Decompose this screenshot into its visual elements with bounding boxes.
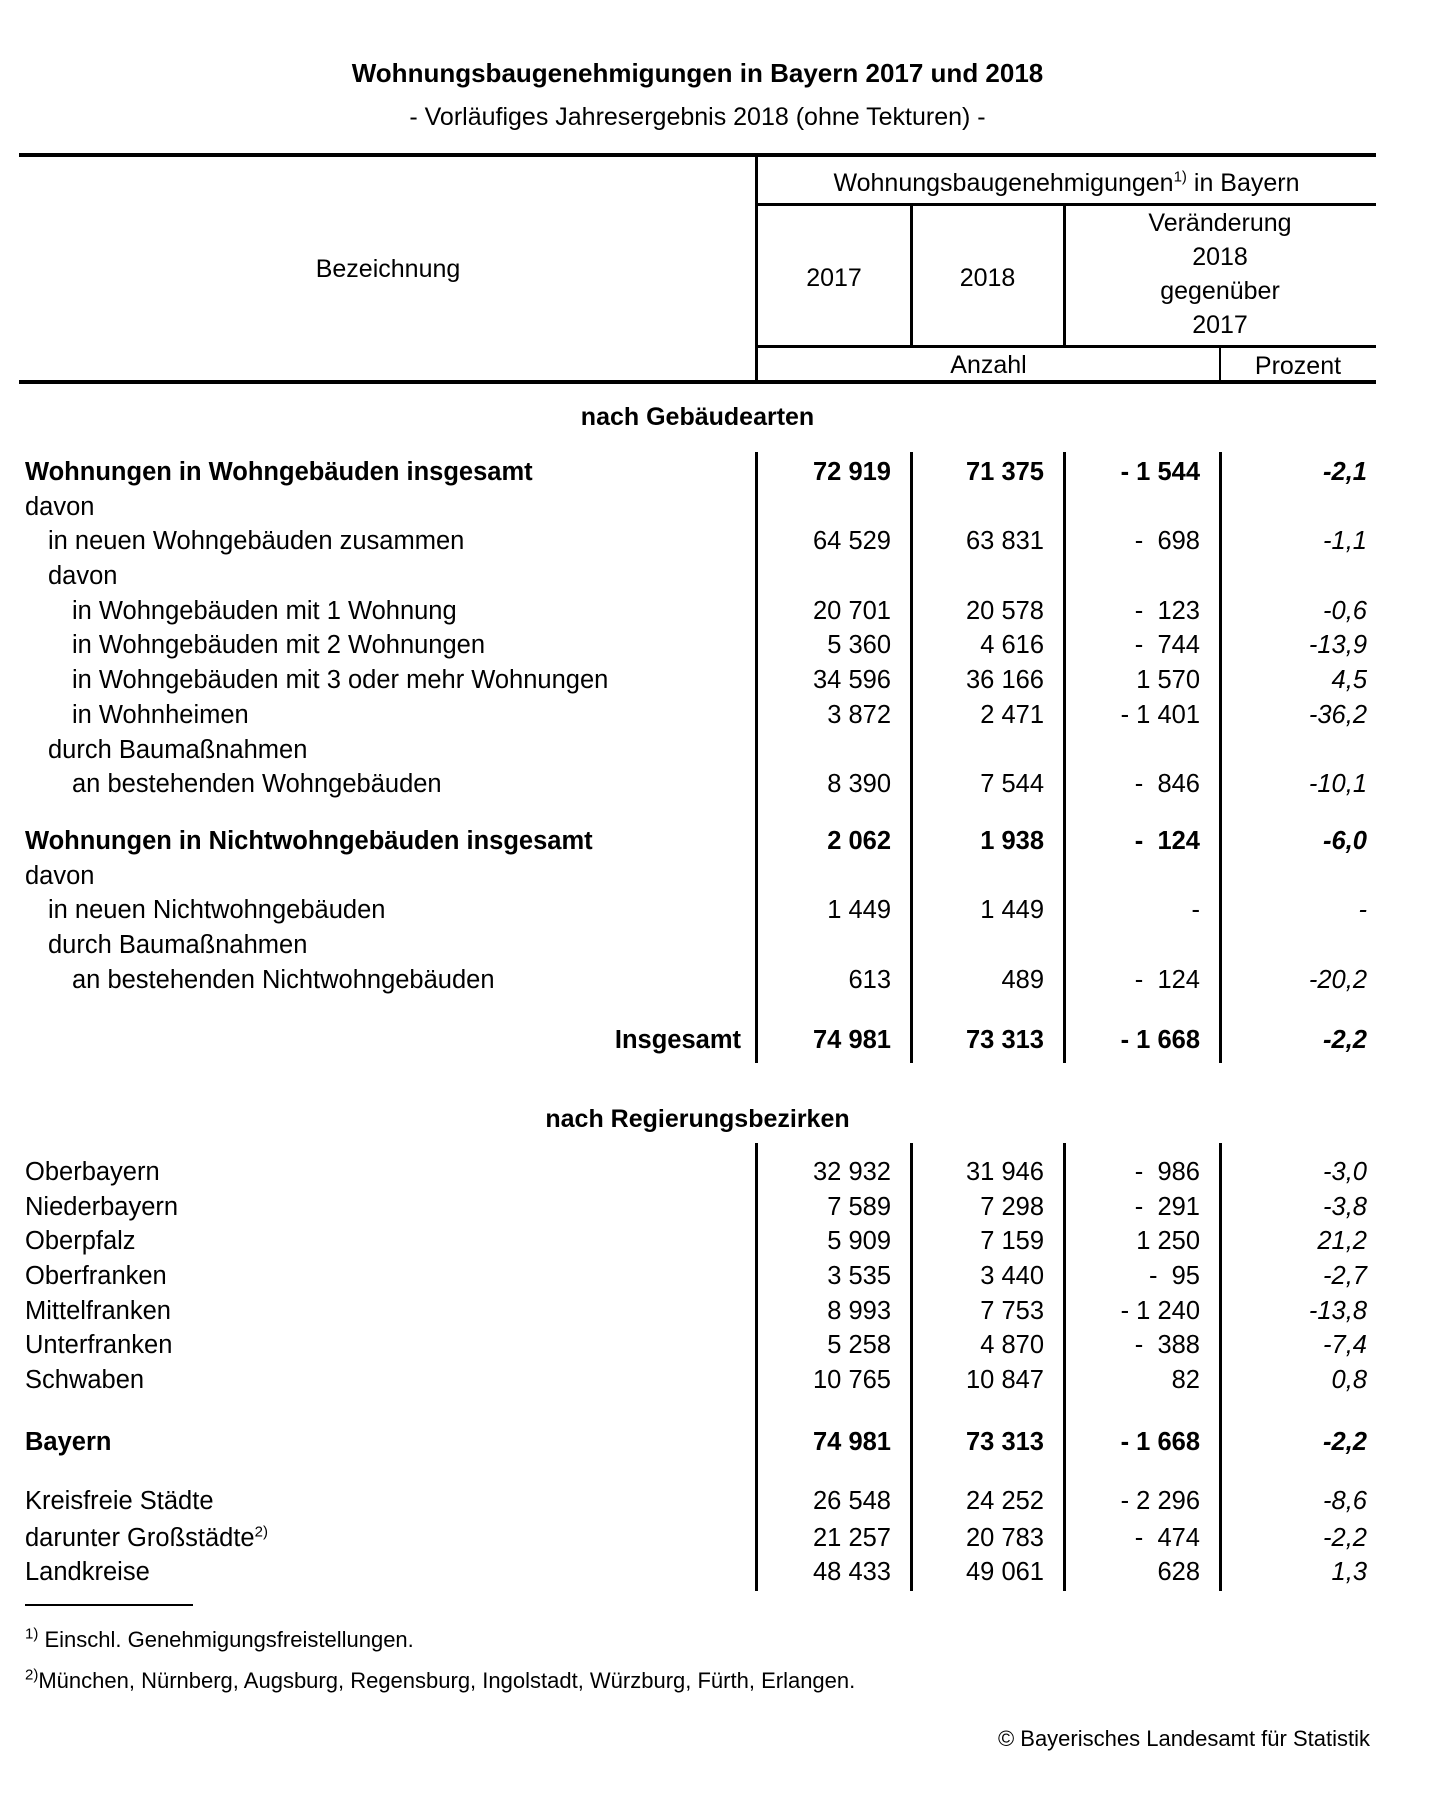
cell-change: - 291 (1134, 1193, 1200, 1221)
cell-2017: 8 390 (827, 770, 891, 798)
cell-2017: 1 449 (827, 896, 891, 924)
section-heading-regions: nach Regierungsbezirken (545, 1105, 850, 1133)
cell-2018: 489 (1001, 966, 1044, 994)
header-bezeichnung: Bezeichnung (315, 255, 461, 283)
cell-2017: 2 062 (827, 827, 891, 855)
cell-change: - 124 (1134, 966, 1200, 994)
header-group-label: Wohnungsbaugenehmigungen (833, 169, 1174, 197)
cell-2018: 63 831 (966, 527, 1044, 555)
cell-change: - 388 (1134, 1331, 1200, 1359)
cell-2018: 49 061 (966, 1558, 1044, 1586)
cell-change: 1 570 (1136, 666, 1200, 694)
table-row (0, 663, 1433, 698)
cell-2018: 24 252 (966, 1487, 1044, 1515)
row-label: Insgesamt (614, 1026, 741, 1054)
table-row (0, 824, 1433, 859)
cell-2017: 34 596 (813, 666, 891, 694)
header-change (1064, 206, 1376, 342)
cell-2017: 21 257 (813, 1524, 891, 1552)
cell-change: - 1 401 (1120, 701, 1200, 729)
row-label: Wohnungen in Nichtwohngebäuden insgesamt (25, 827, 593, 855)
header-year-2017: 2017 (806, 264, 862, 292)
cell-pct: -7,4 (1323, 1331, 1367, 1359)
cell-2017: 8 993 (827, 1297, 891, 1325)
table-row (0, 1328, 1433, 1363)
cell-2017: 26 548 (813, 1487, 891, 1515)
row-label: durch Baumaßnahmen (48, 736, 308, 764)
row-label: Unterfranken (25, 1331, 173, 1359)
cell-change: - 123 (1134, 597, 1200, 625)
table-row (0, 1259, 1433, 1294)
cell-change: - 1 668 (1120, 1026, 1200, 1054)
row-label: Schwaben (25, 1366, 145, 1394)
footnote-1 (25, 1627, 414, 1653)
table-row (0, 1294, 1433, 1329)
cell-2018: 10 847 (966, 1366, 1044, 1394)
cell-pct: -10,1 (1308, 770, 1367, 798)
footnote-mark: 1) (25, 1625, 39, 1643)
row-label: davon (25, 862, 95, 890)
row-label: in neuen Wohngebäuden zusammen (48, 527, 465, 555)
cell-2017: 10 765 (813, 1366, 891, 1394)
cell-2018: 71 375 (966, 458, 1044, 486)
row-label: Landkreise (25, 1558, 150, 1586)
cell-pct: -20,2 (1308, 966, 1367, 994)
row-label: Mittelfranken (25, 1297, 171, 1325)
header-unit-pct: Prozent (1254, 352, 1342, 380)
cell-2018: 2 471 (980, 701, 1044, 729)
cell-2017: 7 589 (827, 1193, 891, 1221)
row-label: durch Baumaßnahmen (48, 931, 308, 959)
row-label: in Wohngebäuden mit 1 Wohnung (72, 597, 457, 625)
cell-change: - 124 (1134, 827, 1200, 855)
footnote-ref-1: 1) (1173, 168, 1187, 186)
row-label: in Wohngebäuden mit 3 oder mehr Wohnungen (72, 666, 609, 694)
cell-pct: -3,0 (1323, 1158, 1367, 1186)
table-row (0, 594, 1433, 629)
cell-2017: 613 (848, 966, 891, 994)
table-row (0, 1224, 1433, 1259)
cell-2018: 36 166 (966, 666, 1044, 694)
table-row (0, 963, 1433, 998)
row-label: Kreisfreie Städte (25, 1487, 214, 1515)
row-label: an bestehenden Wohngebäuden (72, 770, 442, 798)
cell-2017: 5 360 (827, 631, 891, 659)
cell-pct: 4,5 (1331, 666, 1367, 694)
cell-pct: -2,2 (1323, 1428, 1367, 1456)
cell-pct: -1,1 (1323, 527, 1367, 555)
page-title: Wohnungsbaugenehmigungen in Bayern 2017 und 2018 (351, 58, 1044, 88)
cell-2017: 64 529 (813, 527, 891, 555)
table-row (0, 767, 1433, 802)
header-year-2018: 2018 (959, 264, 1016, 292)
cell-change: - (1191, 896, 1200, 924)
footnote-text: Einschl. Genehmigungsfreistellungen. (38, 1627, 414, 1652)
cell-pct: -2,2 (1323, 1524, 1367, 1552)
cell-change: 628 (1157, 1558, 1200, 1586)
footnote-separator (25, 1604, 193, 1606)
cell-pct: 1,3 (1331, 1558, 1367, 1586)
table-row (0, 559, 1433, 594)
cell-change: - 95 (1148, 1262, 1200, 1290)
cell-change: - 698 (1134, 527, 1200, 555)
table-row (0, 698, 1433, 733)
row-label-text: darunter Großstädte (25, 1524, 255, 1552)
row-label: Bayern (25, 1428, 112, 1456)
footnote-text: München, Nürnberg, Augsburg, Regensburg, Ingolstadt, Würzburg, Fürth, Erlangen. (38, 1668, 856, 1693)
cell-pct: 21,2 (1317, 1227, 1367, 1255)
header-change-line4: 2017 (1192, 311, 1248, 339)
row-label: an bestehenden Nichtwohngebäuden (72, 966, 495, 994)
table-row (0, 524, 1433, 559)
cell-change: - 1 668 (1120, 1428, 1200, 1456)
header-group (757, 166, 1376, 200)
header-change-line2: 2018 (1192, 243, 1248, 271)
table-row (0, 455, 1433, 490)
row-label: davon (25, 493, 95, 521)
header-unit-count: Anzahl (950, 351, 1027, 379)
cell-2017: 72 919 (813, 458, 891, 486)
row-label: davon (48, 562, 118, 590)
cell-2018: 20 783 (966, 1524, 1044, 1552)
cell-2017: 5 258 (827, 1331, 891, 1359)
cell-change: 82 (1171, 1366, 1200, 1394)
table-row (0, 928, 1433, 963)
cell-change: - 1 240 (1120, 1297, 1200, 1325)
row-label: in Wohngebäuden mit 2 Wohnungen (72, 631, 486, 659)
table-row (0, 1155, 1433, 1190)
cell-2018: 1 449 (980, 896, 1044, 924)
table-row (0, 1363, 1433, 1398)
table-row (0, 1555, 1433, 1590)
row-label: Niederbayern (25, 1193, 179, 1221)
cell-2018: 73 313 (966, 1428, 1044, 1456)
cell-change: - 846 (1134, 770, 1200, 798)
cell-change: - 474 (1134, 1524, 1200, 1552)
cell-2017: 74 981 (813, 1026, 891, 1054)
cell-pct: - (1358, 896, 1367, 924)
row-label: Oberpfalz (25, 1227, 136, 1255)
row-label (25, 1521, 268, 1556)
cell-change: 1 250 (1136, 1227, 1200, 1255)
cell-2017: 5 909 (827, 1227, 891, 1255)
cell-2018: 7 753 (980, 1297, 1044, 1325)
cell-2017: 74 981 (813, 1428, 891, 1456)
copyright: © Bayerisches Landesamt für Statistik (997, 1726, 1370, 1751)
cell-2018: 7 544 (980, 770, 1044, 798)
cell-pct: -2,2 (1323, 1026, 1367, 1054)
table-row (0, 1521, 1433, 1556)
cell-pct: -6,0 (1323, 827, 1367, 855)
header-change-line3: gegenüber (1160, 277, 1280, 305)
cell-2018: 73 313 (966, 1026, 1044, 1054)
table-row (0, 733, 1433, 768)
header-change-line1: Veränderung (1148, 209, 1292, 237)
table-top-rule (19, 153, 1376, 157)
cell-pct: -2,1 (1323, 458, 1367, 486)
cell-2018: 7 298 (980, 1193, 1044, 1221)
cell-2018: 1 938 (980, 827, 1044, 855)
cell-pct: -0,6 (1323, 597, 1367, 625)
table-row-total (0, 1425, 1433, 1460)
page-subtitle: - Vorläufiges Jahresergebnis 2018 (ohne Tekturen) - (409, 103, 986, 131)
cell-pct: -3,8 (1323, 1193, 1367, 1221)
cell-change: - 1 544 (1120, 458, 1200, 486)
cell-2018: 7 159 (980, 1227, 1044, 1255)
cell-2017: 20 701 (813, 597, 891, 625)
row-label: Oberfranken (25, 1262, 167, 1290)
row-label: Oberbayern (25, 1158, 160, 1186)
cell-change: - 2 296 (1120, 1487, 1200, 1515)
footnote-2 (25, 1668, 855, 1694)
cell-2018: 3 440 (980, 1262, 1044, 1290)
cell-2018: 20 578 (966, 597, 1044, 625)
footnote-mark: 2) (25, 1666, 39, 1684)
table-row (0, 1484, 1433, 1519)
row-label: in neuen Nichtwohngebäuden (48, 896, 386, 924)
table-row (0, 893, 1433, 928)
cell-pct: -13,9 (1308, 631, 1367, 659)
row-label: in Wohnheimen (72, 701, 249, 729)
cell-2018: 4 870 (980, 1331, 1044, 1359)
table-row (0, 628, 1433, 663)
cell-change: - 744 (1134, 631, 1200, 659)
cell-2017: 3 872 (827, 701, 891, 729)
section-heading-building-types: nach Gebäudearten (580, 403, 815, 431)
table-row (0, 1190, 1433, 1225)
header-group-suffix: in Bayern (1186, 169, 1300, 197)
cell-pct: 0,8 (1331, 1366, 1367, 1394)
cell-2018: 31 946 (966, 1158, 1044, 1186)
table-row-total (0, 1023, 1433, 1058)
table-row (0, 490, 1433, 525)
row-label: Wohnungen in Wohngebäuden insgesamt (25, 458, 533, 486)
cell-pct: -8,6 (1323, 1487, 1367, 1515)
cell-change: - 986 (1134, 1158, 1200, 1186)
cell-2018: 4 616 (980, 631, 1044, 659)
cell-2017: 3 535 (827, 1262, 891, 1290)
cell-2017: 48 433 (813, 1558, 891, 1586)
cell-pct: -13,8 (1308, 1297, 1367, 1325)
cell-pct: -36,2 (1308, 701, 1367, 729)
cell-pct: -2,7 (1323, 1262, 1367, 1290)
cell-2017: 32 932 (813, 1158, 891, 1186)
footnote-ref-2: 2) (254, 1523, 268, 1541)
table-row (0, 859, 1433, 894)
